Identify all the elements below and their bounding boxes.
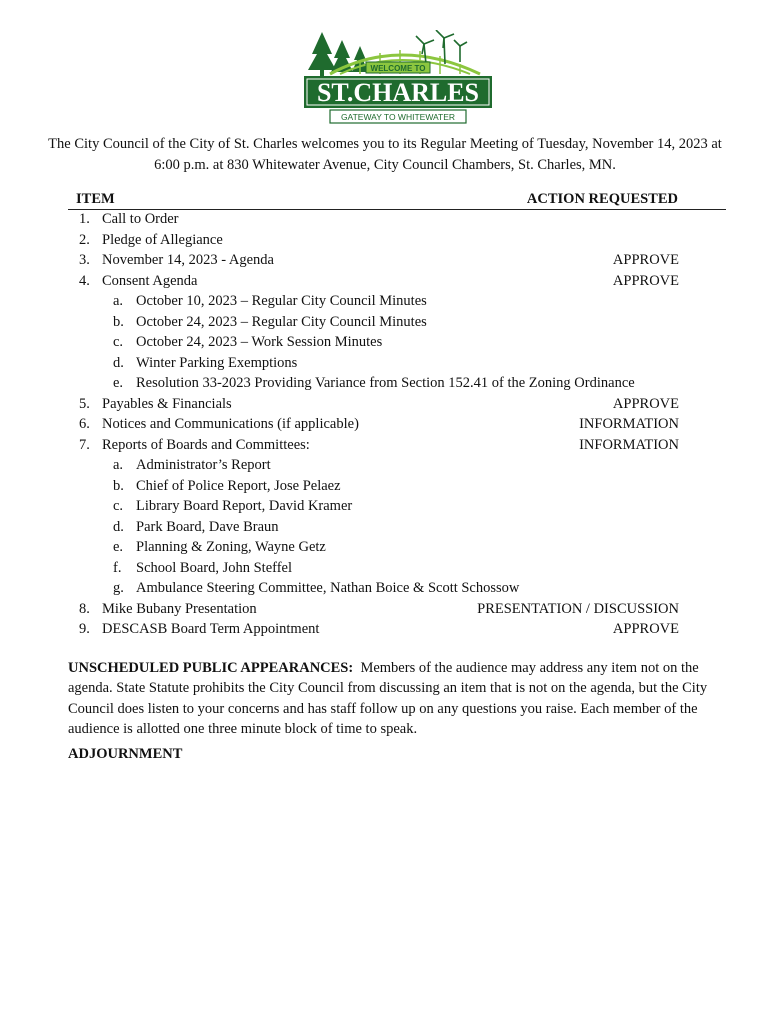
logo-top-text: WELCOME TO [370, 64, 426, 73]
public-appearances-text: Members of the audience may address any item not on the agenda. State Statute prohibits the City Council from discussing an item that is not on the agenda, but the City Council does listen to your concerns and has staff follow up on any questions you raise. Each member of the audience is allotted one three minute block of time to speak. [68, 660, 708, 737]
item-number: 4. [79, 272, 90, 289]
item-text: October 10, 2023 – Regular City Council Minutes [136, 293, 427, 309]
item-number: g. [113, 580, 124, 596]
agenda-subitem [0, 353, 770, 374]
adjournment: ADJOURNMENT [68, 746, 183, 762]
agenda-subitem [0, 291, 770, 312]
agenda-item [0, 619, 770, 640]
item-action: PRESENTATION / DISCUSSION [477, 600, 679, 617]
item-number: c. [113, 498, 124, 514]
logo-bottom-text: GATEWAY TO WHITEWATER [340, 112, 456, 122]
agenda-item [0, 230, 770, 251]
item-number: d. [113, 354, 124, 371]
item-number: e. [113, 375, 124, 391]
public-appearances-label: UNSCHEDULED PUBLIC APPEARANCES: [68, 660, 354, 676]
item-number: 2. [79, 231, 90, 248]
item-number: 3. [79, 252, 90, 268]
item-number: 1. [79, 211, 90, 227]
item-number: c. [113, 334, 124, 350]
item-text: Resolution 33-2023 Providing Variance from Section 152.41 of the Zoning Ordinance [136, 375, 635, 391]
agenda-subitem [0, 578, 770, 599]
item-number: e. [113, 539, 124, 555]
item-text: October 24, 2023 – Work Session Minutes [136, 334, 383, 350]
agenda-header [68, 190, 726, 210]
agenda-subitem [0, 455, 770, 476]
item-number: 6. [79, 416, 90, 432]
item-text: October 24, 2023 – Regular City Council Minutes [136, 313, 427, 330]
agenda-subitem [0, 332, 770, 353]
item-number: a. [113, 293, 124, 309]
action-column-header: ACTION REQUESTED [526, 191, 678, 207]
item-action: INFORMATION [579, 416, 679, 432]
item-text: Library Board Report, David Kramer [136, 498, 353, 514]
meeting-intro: The City Council of the City of St. Charles welcomes you to its Regular Meeting of Tuesday, November 14, 2023 at 6:00 p.m. at 830 Whitewater Avenue, City Council Chambers, St. Charles, MN. [48, 136, 722, 173]
item-text: Call to Order [102, 211, 179, 227]
item-number: d. [113, 518, 124, 535]
agenda-subitem [0, 312, 770, 333]
logo-main-text: ST.CHARLES [316, 78, 480, 107]
public-appearances [68, 658, 708, 739]
item-number: 7. [79, 436, 90, 453]
agenda-item [0, 209, 770, 230]
item-text: Reports of Boards and Committees: [102, 436, 310, 453]
item-text: Pledge of Allegiance [102, 231, 223, 248]
item-text: Ambulance Steering Committee, Nathan Boice & Scott Schossow [136, 580, 520, 596]
item-text: Winter Parking Exemptions [136, 354, 298, 371]
agenda-subitem [0, 373, 770, 394]
agenda-item [0, 271, 770, 292]
item-text: November 14, 2023 - Agenda [102, 252, 274, 268]
agenda-item [0, 435, 770, 456]
item-text: Mike Bubany Presentation [102, 600, 257, 617]
item-number: 8. [79, 600, 90, 617]
agenda-item [0, 414, 770, 435]
item-number: b. [113, 477, 124, 494]
item-number: 9. [79, 621, 90, 637]
item-number: f. [113, 559, 122, 576]
agenda-subitem [0, 476, 770, 497]
agenda-item [0, 394, 770, 415]
agenda-list [0, 209, 770, 640]
item-number: a. [113, 457, 124, 473]
item-text: Notices and Communications (if applicable) [102, 416, 359, 432]
item-action: APPROVE [612, 272, 679, 289]
agenda-subitem [0, 558, 770, 579]
item-text: Consent Agenda [102, 272, 198, 289]
item-action: APPROVE [612, 395, 679, 412]
item-action: APPROVE [612, 252, 679, 268]
item-text: Administrator’s Report [136, 457, 271, 473]
agenda-subitem [0, 517, 770, 538]
item-text: Chief of Police Report, Jose Pelaez [136, 477, 341, 494]
item-text: School Board, John Steffel [136, 559, 292, 576]
item-column-header: ITEM [76, 191, 115, 207]
st-charles-logo [300, 30, 496, 126]
agenda-item [0, 250, 770, 271]
item-number: b. [113, 313, 124, 330]
item-text: Payables & Financials [102, 395, 232, 412]
agenda-subitem [0, 496, 770, 517]
item-action: INFORMATION [579, 436, 679, 453]
item-number: 5. [79, 395, 90, 412]
item-text: DESCASB Board Term Appointment [102, 621, 320, 637]
item-text: Planning & Zoning, Wayne Getz [136, 539, 326, 555]
agenda-item [0, 599, 770, 620]
agenda-subitem [0, 537, 770, 558]
item-text: Park Board, Dave Braun [136, 518, 279, 535]
item-action: APPROVE [612, 621, 679, 637]
